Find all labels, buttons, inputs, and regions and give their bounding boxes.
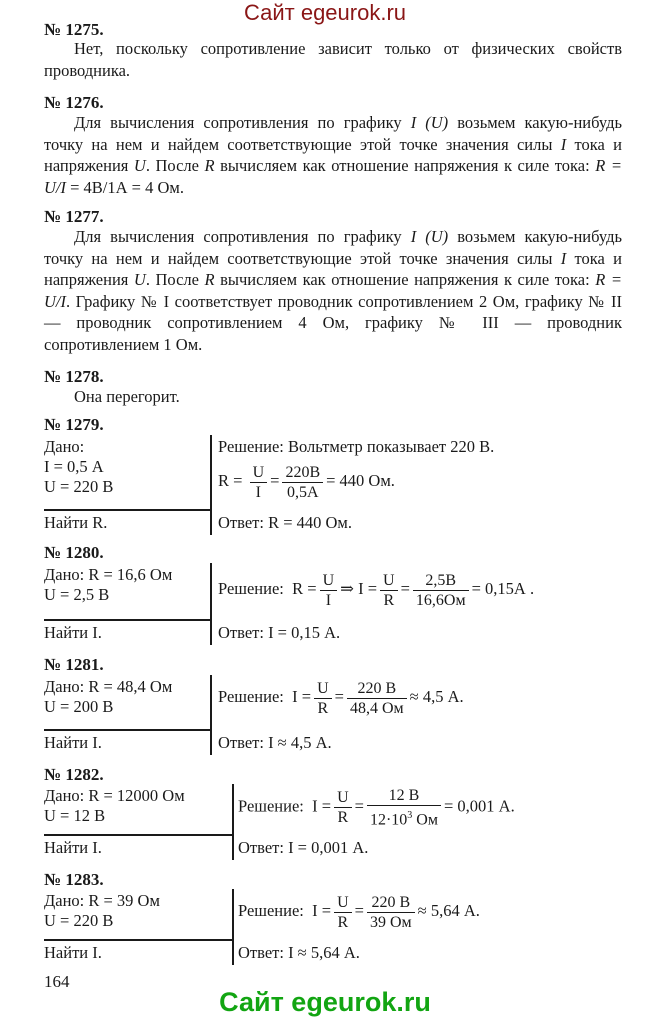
problem-number-1279: № 1279. (44, 415, 104, 434)
given-divider (44, 619, 210, 621)
given-voltage: U = 12 В (44, 806, 106, 825)
given-voltage: U = 220 В (44, 911, 114, 930)
given-divider (44, 509, 210, 511)
answer-text-1277: Для вычисления сопротивления по графику I (U) возьмем какую-нибудь точку на нем и найдем соответствующие этой точке значения силы I тока и напряжения U. После R вычисляем как отношение напряжения к силе тока: R = U/I. Графику № I соответствует проводник сопротивлением 2 Ом, графику № II — проводник сопротивлением 4 Ом, графику № III — проводник сопротивлением 1 Ом. (44, 227, 623, 354)
problem-number-1280: № 1280. (44, 543, 104, 562)
given-voltage: U = 220 В (44, 477, 114, 496)
given-voltage: U = 2,5 В (44, 585, 110, 604)
answer-line: Ответ: I = 0,001 А. (238, 838, 369, 857)
solution-divider (210, 563, 212, 645)
answer-line: Ответ: I = 0,15 А. (218, 623, 341, 642)
solution-formula: R = $\frac{U}{I}$ = $\frac{220В}{0,5А}$ = 440 Ом. (218, 463, 395, 501)
solution-divider (232, 889, 234, 965)
site-watermark-top: Сайт egeurok.ru (243, 0, 407, 25)
solution-formula: Решение: I = $\frac{U}{R}$ = $\frac{220 В}{39 Ом}$ ≈ 5,64 А. (238, 893, 480, 931)
given-resistance: Дано: R = 12000 Ом (44, 786, 185, 805)
given-voltage: U = 200 В (44, 697, 114, 716)
given-resistance: Дано: R = 16,6 Ом (44, 565, 173, 584)
solution-formula: Решение: R = $\frac{U}{I}$ ⇒ I = $\frac{U}{R}$ = $\frac{2,5В}{16,6Ом}$ = 0,15А . (218, 571, 535, 609)
problem-number-1277: № 1277. (44, 207, 104, 226)
given-resistance: Дано: R = 48,4 Ом (44, 677, 173, 696)
problem-number-1276: № 1276. (44, 93, 104, 112)
page-number: 164 (44, 972, 70, 991)
answer-line: Ответ: I ≈ 4,5 А. (218, 733, 332, 752)
problem-number-1283: № 1283. (44, 870, 104, 889)
problem-number-1281: № 1281. (44, 655, 104, 674)
problem-number-1275: № 1275. (44, 20, 104, 39)
answer-text-1278: Она перегорит. (74, 387, 180, 406)
answer-line: Ответ: R = 440 Ом. (218, 513, 352, 532)
solution-formula: Решение: I = $\frac{U}{R}$ = $\frac{220 В}{48,4 Ом}$ ≈ 4,5 А. (218, 679, 464, 717)
solution-text: Решение: Вольтметр показывает 220 В. (218, 437, 495, 456)
given-label: Дано: (44, 437, 85, 456)
problem-number-1278: № 1278. (44, 367, 104, 386)
given-resistance: Дано: R = 39 Ом (44, 891, 160, 910)
answer-text-1276: Для вычисления сопротивления по графику I (U) возьмем какую-нибудь точку на нем и найдем соответствующие этой точке значения силы I тока и напряжения U. После R вычисляем как отношение напряжения к силе тока: R = U/I = 4В/1А = 4 Ом. (44, 113, 623, 197)
solution-formula: Решение: I = $\frac{U}{R}$ = $\frac{12 В}{12\cdot 10^3 Ом}$ = 0,001 А. (238, 787, 515, 829)
solution-divider (210, 435, 212, 535)
find-line: Найти I. (44, 733, 102, 752)
site-watermark-bottom: Сайт egeurok.ru (219, 987, 431, 1017)
problem-number-1282: № 1282. (44, 765, 104, 784)
find-line: Найти I. (44, 623, 102, 642)
solution-divider (232, 784, 234, 860)
answer-text-1275: Нет, поскольку сопротивление зависит только от физических свойств проводника. (44, 39, 622, 80)
solution-divider (210, 675, 212, 755)
answer-line: Ответ: I ≈ 5,64 А. (238, 943, 360, 962)
given-divider (44, 729, 210, 731)
given-divider (44, 939, 232, 941)
find-line: Найти R. (44, 513, 108, 532)
find-line: Найти I. (44, 838, 102, 857)
given-divider (44, 834, 232, 836)
find-line: Найти I. (44, 943, 102, 962)
given-current: I = 0,5 А (44, 457, 104, 476)
